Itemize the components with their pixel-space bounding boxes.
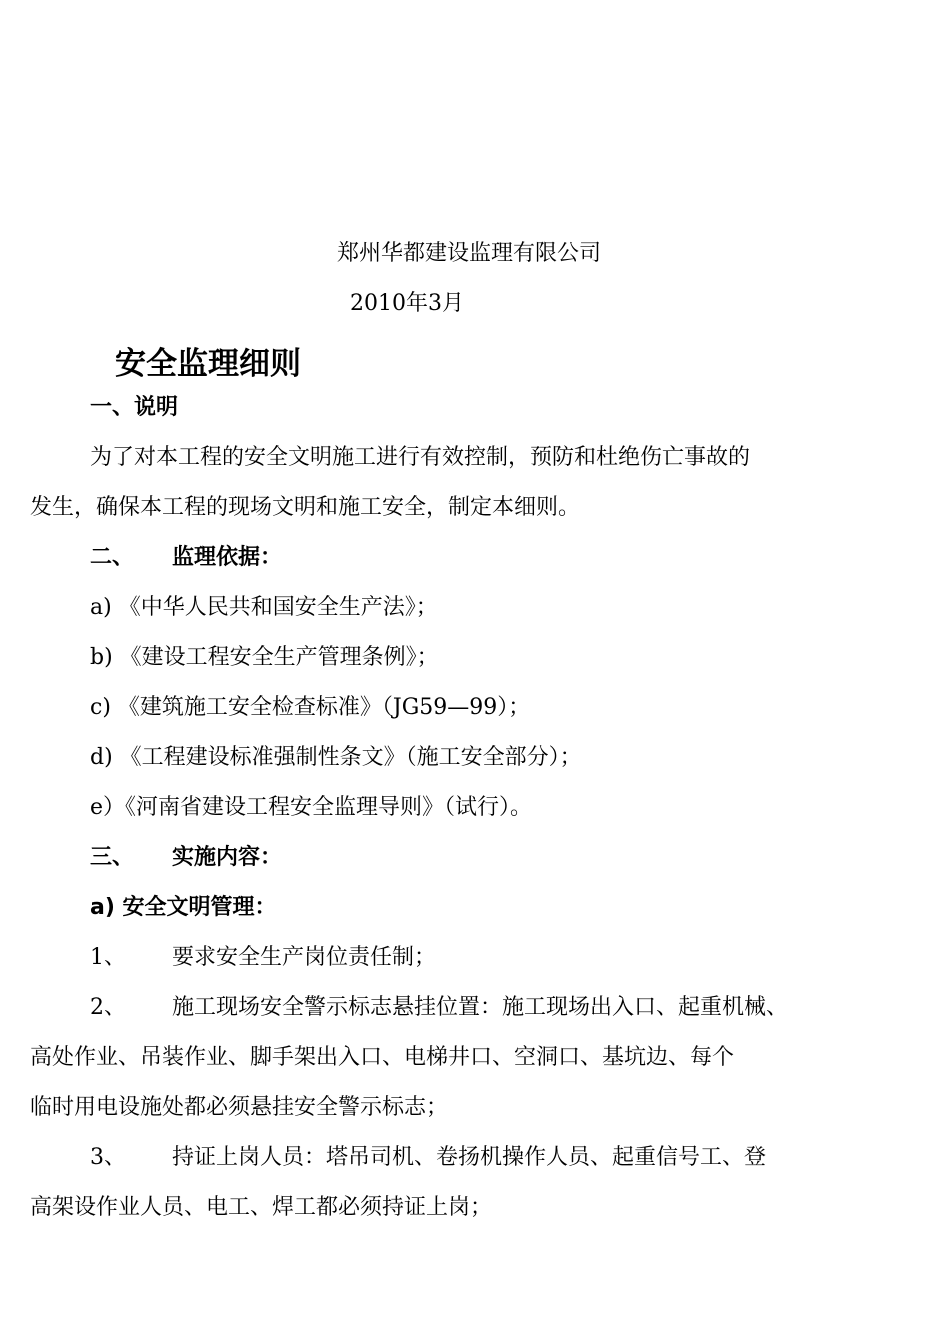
- section-3-title: 实施内容：: [172, 845, 283, 870]
- section-2-number: 二、: [90, 545, 135, 570]
- item-3-line-2: 高架设作业人员、电工、焊工都必须持证上岗；: [30, 1195, 493, 1220]
- item-1: [90, 944, 436, 972]
- subsection-a-heading: a) 安全文明管理：: [90, 895, 277, 920]
- section-2-heading: [90, 544, 282, 572]
- basis-item-e: e）《河南省建设工程安全监理导则》（试行）。: [90, 795, 533, 820]
- item-2-line-2: 高处作业、吊装作业、脚手架出入口、电梯井口、空洞口、基坑边、每个: [30, 1045, 735, 1070]
- item-3-number: 3、: [90, 1145, 126, 1170]
- item-2-line-3: 临时用电设施处都必须悬挂安全警示标志；: [30, 1095, 449, 1120]
- item-2-line-1: [90, 994, 788, 1022]
- company-name: 郑州华都建设监理有限公司: [336, 241, 601, 266]
- basis-item-d: d) 《工程建设标准强制性条文》（施工安全部分）；: [90, 745, 582, 770]
- item-1-number: 1、: [90, 945, 126, 970]
- section-1-paragraph-line-2: 发生，确保本工程的现场文明和施工安全，制定本细则。: [30, 495, 581, 520]
- document-date: 2010年3月: [350, 291, 464, 316]
- basis-item-a: a) 《中华人民共和国安全生产法》；: [90, 595, 438, 620]
- section-1-paragraph-line-1: 为了对本工程的安全文明施工进行有效控制，预防和杜绝伤亡事故的: [90, 445, 751, 470]
- item-1-text: 要求安全生产岗位责任制；: [172, 945, 437, 970]
- item-2-text: 施工现场安全警示标志悬挂位置：施工现场出入口、起重机械、: [172, 995, 789, 1020]
- document-title: 安全监理细则: [115, 346, 301, 382]
- section-1-heading: 一、说明: [90, 395, 179, 420]
- section-3-number: 三、: [90, 845, 135, 870]
- item-3-line-1: [90, 1144, 766, 1172]
- section-2-title: 监理依据：: [172, 545, 283, 570]
- basis-item-c: c) 《建筑施工安全检查标准》（JG59—99）；: [90, 695, 531, 720]
- item-2-number: 2、: [90, 995, 126, 1020]
- section-3-heading: [90, 844, 282, 872]
- item-3-text: 持证上岗人员：塔吊司机、卷扬机操作人员、起重信号工、登: [172, 1145, 767, 1170]
- basis-item-b: b) 《建设工程安全生产管理条例》；: [90, 645, 439, 670]
